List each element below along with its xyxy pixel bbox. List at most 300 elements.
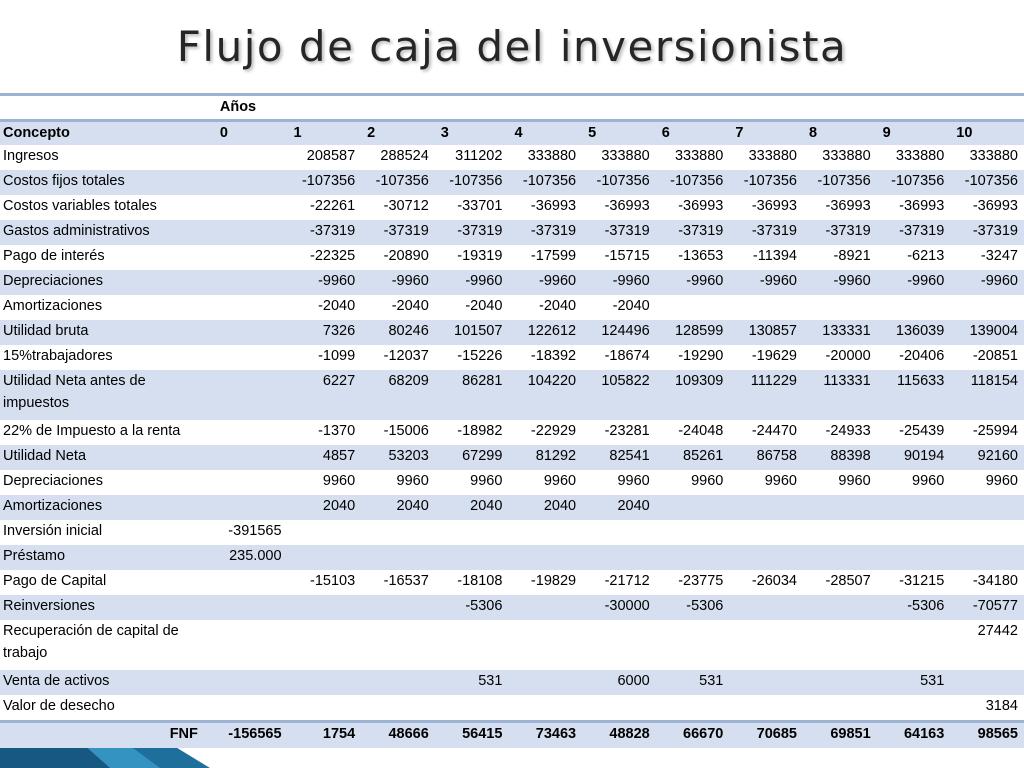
table-cell: 81292 xyxy=(508,445,582,470)
table-cell: 115633 xyxy=(877,370,951,420)
table-cell xyxy=(803,295,877,320)
table-cell xyxy=(877,295,951,320)
total-cell: -156565 xyxy=(214,722,288,749)
table-cell: -21712 xyxy=(582,570,656,595)
header-blank xyxy=(0,95,214,121)
table-cell: 4857 xyxy=(288,445,362,470)
table-row xyxy=(0,445,1024,470)
table-cell xyxy=(950,545,1024,570)
row-label: Costos fijos totales xyxy=(0,170,214,195)
table-cell: 333880 xyxy=(582,145,656,170)
table-cell xyxy=(950,670,1024,695)
table-cell xyxy=(582,520,656,545)
table-row xyxy=(0,170,1024,195)
table-cell xyxy=(803,595,877,620)
table-cell: -15103 xyxy=(288,570,362,595)
table-cell: -23775 xyxy=(656,570,730,595)
table-cell: -2040 xyxy=(508,295,582,320)
row-label: Ingresos xyxy=(0,145,214,170)
table-cell: 333880 xyxy=(656,145,730,170)
table-cell: 133331 xyxy=(803,320,877,345)
row-label: Amortizaciones xyxy=(0,495,214,520)
table-cell: -37319 xyxy=(729,220,803,245)
table-row xyxy=(0,245,1024,270)
table-cell: -19319 xyxy=(435,245,509,270)
table-row xyxy=(0,320,1024,345)
table-cell: 333880 xyxy=(803,145,877,170)
table-cell xyxy=(582,620,656,670)
table-row xyxy=(0,470,1024,495)
table-cell: 9960 xyxy=(877,470,951,495)
table-cell: 2040 xyxy=(582,495,656,520)
table-cell: 9960 xyxy=(508,470,582,495)
table-cell: 128599 xyxy=(656,320,730,345)
table-cell xyxy=(729,295,803,320)
total-cell: 70685 xyxy=(729,722,803,749)
row-label: Préstamo xyxy=(0,545,214,570)
table-cell: -22261 xyxy=(288,195,362,220)
table-cell: -8921 xyxy=(803,245,877,270)
table-cell xyxy=(435,695,509,722)
table-cell xyxy=(508,545,582,570)
table-cell: 9960 xyxy=(361,470,435,495)
table-cell xyxy=(877,495,951,520)
table-cell: 9960 xyxy=(729,470,803,495)
table-cell: -1370 xyxy=(288,420,362,445)
table-cell: 101507 xyxy=(435,320,509,345)
row-label: Depreciaciones xyxy=(0,270,214,295)
table-cell xyxy=(803,545,877,570)
row-label: Depreciaciones xyxy=(0,470,214,495)
row-label: Recuperación de capital de trabajo xyxy=(0,620,214,670)
table-cell: -36993 xyxy=(877,195,951,220)
table-cell: 9960 xyxy=(656,470,730,495)
table-cell: -36993 xyxy=(803,195,877,220)
row-label: Inversión inicial xyxy=(0,520,214,545)
table-cell: -37319 xyxy=(288,220,362,245)
table-cell xyxy=(656,620,730,670)
table-cell: -107356 xyxy=(656,170,730,195)
table-cell xyxy=(950,495,1024,520)
table-cell xyxy=(656,295,730,320)
table-cell: -107356 xyxy=(288,170,362,195)
table-cell: 118154 xyxy=(950,370,1024,420)
table-row xyxy=(0,420,1024,445)
table-cell: 311202 xyxy=(435,145,509,170)
concept-label: Concepto xyxy=(0,121,214,146)
year-header: 5 xyxy=(582,121,656,146)
table-cell: 104220 xyxy=(508,370,582,420)
table-cell: -2040 xyxy=(288,295,362,320)
row-label: Reinversiones xyxy=(0,595,214,620)
table-cell: -37319 xyxy=(361,220,435,245)
table-cell: 288524 xyxy=(361,145,435,170)
row-label: Pago de interés xyxy=(0,245,214,270)
table-cell: -5306 xyxy=(656,595,730,620)
table-cell: -2040 xyxy=(361,295,435,320)
table-cell xyxy=(214,670,288,695)
table-row xyxy=(0,670,1024,695)
table-cell xyxy=(877,695,951,722)
table-cell xyxy=(214,445,288,470)
table-cell: -19290 xyxy=(656,345,730,370)
table-cell: 235.000 xyxy=(214,545,288,570)
table-cell xyxy=(508,695,582,722)
table-cell: -20406 xyxy=(877,345,951,370)
table-cell: -107356 xyxy=(877,170,951,195)
table-cell xyxy=(508,670,582,695)
table-cell: 85261 xyxy=(656,445,730,470)
table-cell: 333880 xyxy=(729,145,803,170)
table-cell xyxy=(877,520,951,545)
total-cell: 98565 xyxy=(950,722,1024,749)
table-cell: -9960 xyxy=(803,270,877,295)
table-cell xyxy=(435,620,509,670)
table-cell: -19829 xyxy=(508,570,582,595)
table-row xyxy=(0,370,1024,420)
table-cell xyxy=(214,695,288,722)
total-cell: 1754 xyxy=(288,722,362,749)
table-cell: -18392 xyxy=(508,345,582,370)
table-cell xyxy=(214,345,288,370)
table-cell xyxy=(582,545,656,570)
table-cell: -20000 xyxy=(803,345,877,370)
table-cell xyxy=(361,670,435,695)
total-row xyxy=(0,722,1024,749)
total-cell: 48666 xyxy=(361,722,435,749)
table-row xyxy=(0,220,1024,245)
table-cell: -2040 xyxy=(435,295,509,320)
total-cell: 56415 xyxy=(435,722,509,749)
total-cell: 69851 xyxy=(803,722,877,749)
table-row xyxy=(0,695,1024,722)
table-cell: -107356 xyxy=(582,170,656,195)
table-cell xyxy=(656,520,730,545)
row-label: Utilidad bruta xyxy=(0,320,214,345)
year-header: 6 xyxy=(656,121,730,146)
table-cell: 86281 xyxy=(435,370,509,420)
row-label: Utilidad Neta antes de impuestos xyxy=(0,370,214,420)
table-cell: -9960 xyxy=(582,270,656,295)
table-cell: -23281 xyxy=(582,420,656,445)
table-cell xyxy=(877,620,951,670)
row-label: Amortizaciones xyxy=(0,295,214,320)
concept-header-row xyxy=(0,121,1024,146)
table-cell: -30000 xyxy=(582,595,656,620)
table-cell: -17599 xyxy=(508,245,582,270)
table-cell: 109309 xyxy=(656,370,730,420)
table-cell: -24048 xyxy=(656,420,730,445)
table-cell: -36993 xyxy=(729,195,803,220)
table-cell: -24933 xyxy=(803,420,877,445)
table-cell: -107356 xyxy=(361,170,435,195)
table-row xyxy=(0,495,1024,520)
table-cell: -9960 xyxy=(508,270,582,295)
table-cell: -5306 xyxy=(435,595,509,620)
table-cell: 92160 xyxy=(950,445,1024,470)
table-cell: -36993 xyxy=(656,195,730,220)
table-cell xyxy=(729,670,803,695)
table-cell xyxy=(214,370,288,420)
table-cell: -24470 xyxy=(729,420,803,445)
table-cell: -9960 xyxy=(729,270,803,295)
table-cell: -36993 xyxy=(582,195,656,220)
row-label: Costos variables totales xyxy=(0,195,214,220)
table-cell xyxy=(508,620,582,670)
row-label: Venta de activos xyxy=(0,670,214,695)
table-cell: -107356 xyxy=(435,170,509,195)
table-cell xyxy=(214,495,288,520)
table-cell xyxy=(803,695,877,722)
row-label: 22% de Impuesto a la renta xyxy=(0,420,214,445)
cash-flow-table xyxy=(0,93,1024,748)
table-cell xyxy=(214,320,288,345)
table-cell xyxy=(361,545,435,570)
table-cell: 82541 xyxy=(582,445,656,470)
table-cell xyxy=(361,620,435,670)
table-cell: -15226 xyxy=(435,345,509,370)
table-cell xyxy=(214,195,288,220)
table-cell xyxy=(288,595,362,620)
table-cell: 68209 xyxy=(361,370,435,420)
table-cell: -16537 xyxy=(361,570,435,595)
table-cell: 124496 xyxy=(582,320,656,345)
table-cell xyxy=(361,520,435,545)
table-cell: 2040 xyxy=(435,495,509,520)
table-cell: 333880 xyxy=(877,145,951,170)
table-cell: -9960 xyxy=(656,270,730,295)
table-cell: 9960 xyxy=(582,470,656,495)
table-row xyxy=(0,145,1024,170)
table-cell: 531 xyxy=(656,670,730,695)
table-cell: -107356 xyxy=(729,170,803,195)
total-cell: 64163 xyxy=(877,722,951,749)
table-cell: -20890 xyxy=(361,245,435,270)
table-cell: 80246 xyxy=(361,320,435,345)
table-cell: 9960 xyxy=(803,470,877,495)
table-cell: 90194 xyxy=(877,445,951,470)
row-label: 15%trabajadores xyxy=(0,345,214,370)
table-cell xyxy=(214,620,288,670)
table-cell: 27442 xyxy=(950,620,1024,670)
year-header: 3 xyxy=(435,121,509,146)
year-header: 4 xyxy=(508,121,582,146)
years-header-row xyxy=(0,95,1024,121)
table-cell: -25994 xyxy=(950,420,1024,445)
table-cell: -37319 xyxy=(508,220,582,245)
table-cell: 208587 xyxy=(288,145,362,170)
table-cell xyxy=(950,295,1024,320)
table-cell xyxy=(435,545,509,570)
table-cell: -31215 xyxy=(877,570,951,595)
table-cell xyxy=(729,520,803,545)
total-cell: 48828 xyxy=(582,722,656,749)
table-cell xyxy=(656,695,730,722)
table-cell xyxy=(508,520,582,545)
table-cell: 3184 xyxy=(950,695,1024,722)
table-row xyxy=(0,570,1024,595)
table-cell xyxy=(435,520,509,545)
slide-title: Flujo de caja del inversionista xyxy=(176,22,848,71)
table-cell: -13653 xyxy=(656,245,730,270)
table-cell: 2040 xyxy=(508,495,582,520)
table-cell: -26034 xyxy=(729,570,803,595)
table-cell xyxy=(361,595,435,620)
table-cell xyxy=(582,695,656,722)
table-row xyxy=(0,620,1024,670)
table-cell: -11394 xyxy=(729,245,803,270)
table-cell: -15715 xyxy=(582,245,656,270)
table-cell: 111229 xyxy=(729,370,803,420)
year-header: 2 xyxy=(361,121,435,146)
year-header: 10 xyxy=(950,121,1024,146)
table-cell: -22325 xyxy=(288,245,362,270)
total-cell: 73463 xyxy=(508,722,582,749)
table-cell xyxy=(214,245,288,270)
table-cell xyxy=(288,545,362,570)
table-cell: 67299 xyxy=(435,445,509,470)
table-cell: -107356 xyxy=(803,170,877,195)
table-cell: -9960 xyxy=(435,270,509,295)
table-cell xyxy=(214,170,288,195)
row-label: Utilidad Neta xyxy=(0,445,214,470)
table-cell: 113331 xyxy=(803,370,877,420)
table-cell xyxy=(803,520,877,545)
table-cell xyxy=(803,670,877,695)
table-cell xyxy=(214,595,288,620)
table-cell xyxy=(214,470,288,495)
table-cell: -22929 xyxy=(508,420,582,445)
year-header: 8 xyxy=(803,121,877,146)
table-cell: -37319 xyxy=(582,220,656,245)
table-cell: 6227 xyxy=(288,370,362,420)
row-label: Gastos administrativos xyxy=(0,220,214,245)
table-cell: -30712 xyxy=(361,195,435,220)
table-cell: -19629 xyxy=(729,345,803,370)
table-row xyxy=(0,295,1024,320)
table-row xyxy=(0,595,1024,620)
table-cell: 2040 xyxy=(361,495,435,520)
table-cell: 2040 xyxy=(288,495,362,520)
table-cell xyxy=(214,145,288,170)
table-cell xyxy=(214,570,288,595)
table-cell xyxy=(803,620,877,670)
table-cell xyxy=(214,270,288,295)
total-cell: 66670 xyxy=(656,722,730,749)
table-cell: -33701 xyxy=(435,195,509,220)
table-cell xyxy=(656,495,730,520)
table-cell xyxy=(288,670,362,695)
table-cell xyxy=(656,545,730,570)
table-cell xyxy=(508,595,582,620)
table-cell: 86758 xyxy=(729,445,803,470)
table-cell: -391565 xyxy=(214,520,288,545)
table-cell: -36993 xyxy=(950,195,1024,220)
table-cell: -34180 xyxy=(950,570,1024,595)
table-cell: 122612 xyxy=(508,320,582,345)
table-cell: -12037 xyxy=(361,345,435,370)
table-cell: -15006 xyxy=(361,420,435,445)
table-cell: -28507 xyxy=(803,570,877,595)
year-header: 0 xyxy=(214,121,288,146)
table-row xyxy=(0,345,1024,370)
table-cell xyxy=(214,295,288,320)
table-cell: 130857 xyxy=(729,320,803,345)
table-cell: -25439 xyxy=(877,420,951,445)
table-cell xyxy=(361,695,435,722)
year-header: 9 xyxy=(877,121,951,146)
table-cell xyxy=(214,220,288,245)
table-cell: 6000 xyxy=(582,670,656,695)
years-label: Años xyxy=(214,95,1024,121)
table-cell xyxy=(729,695,803,722)
table-cell: -6213 xyxy=(877,245,951,270)
table-cell: -37319 xyxy=(950,220,1024,245)
year-header: 7 xyxy=(729,121,803,146)
table-cell: -2040 xyxy=(582,295,656,320)
table-cell xyxy=(803,495,877,520)
table-cell: 9960 xyxy=(288,470,362,495)
table-cell: -107356 xyxy=(508,170,582,195)
total-label: FNF xyxy=(0,722,214,749)
table-row xyxy=(0,270,1024,295)
table-cell: -5306 xyxy=(877,595,951,620)
table-cell: -18674 xyxy=(582,345,656,370)
table-cell xyxy=(729,545,803,570)
table-cell: 53203 xyxy=(361,445,435,470)
table-cell: -9960 xyxy=(361,270,435,295)
table-cell: -37319 xyxy=(435,220,509,245)
table-cell: 333880 xyxy=(950,145,1024,170)
table-cell: -9960 xyxy=(950,270,1024,295)
table-cell: 531 xyxy=(435,670,509,695)
table-cell xyxy=(288,620,362,670)
table-cell xyxy=(950,520,1024,545)
table-cell xyxy=(729,495,803,520)
table-cell: 136039 xyxy=(877,320,951,345)
table-cell: -37319 xyxy=(877,220,951,245)
table-cell: -18982 xyxy=(435,420,509,445)
table-cell: 333880 xyxy=(508,145,582,170)
table-cell xyxy=(729,620,803,670)
table-cell: 7326 xyxy=(288,320,362,345)
year-header: 1 xyxy=(288,121,362,146)
table-cell: -18108 xyxy=(435,570,509,595)
row-label: Pago de Capital xyxy=(0,570,214,595)
table-cell: -70577 xyxy=(950,595,1024,620)
table-cell: 531 xyxy=(877,670,951,695)
table-cell xyxy=(288,520,362,545)
table-cell: -107356 xyxy=(950,170,1024,195)
table-cell: -37319 xyxy=(803,220,877,245)
table-cell: -9960 xyxy=(288,270,362,295)
table-cell: 88398 xyxy=(803,445,877,470)
table-cell: -1099 xyxy=(288,345,362,370)
table-cell: -9960 xyxy=(877,270,951,295)
table-cell xyxy=(214,420,288,445)
table-cell: -37319 xyxy=(656,220,730,245)
table-cell: 105822 xyxy=(582,370,656,420)
table-cell xyxy=(729,595,803,620)
table-cell: 9960 xyxy=(435,470,509,495)
table-cell: 139004 xyxy=(950,320,1024,345)
table-row xyxy=(0,545,1024,570)
table-cell xyxy=(877,545,951,570)
table-row xyxy=(0,520,1024,545)
row-label: Valor de desecho xyxy=(0,695,214,722)
table-cell xyxy=(288,695,362,722)
table-row xyxy=(0,195,1024,220)
